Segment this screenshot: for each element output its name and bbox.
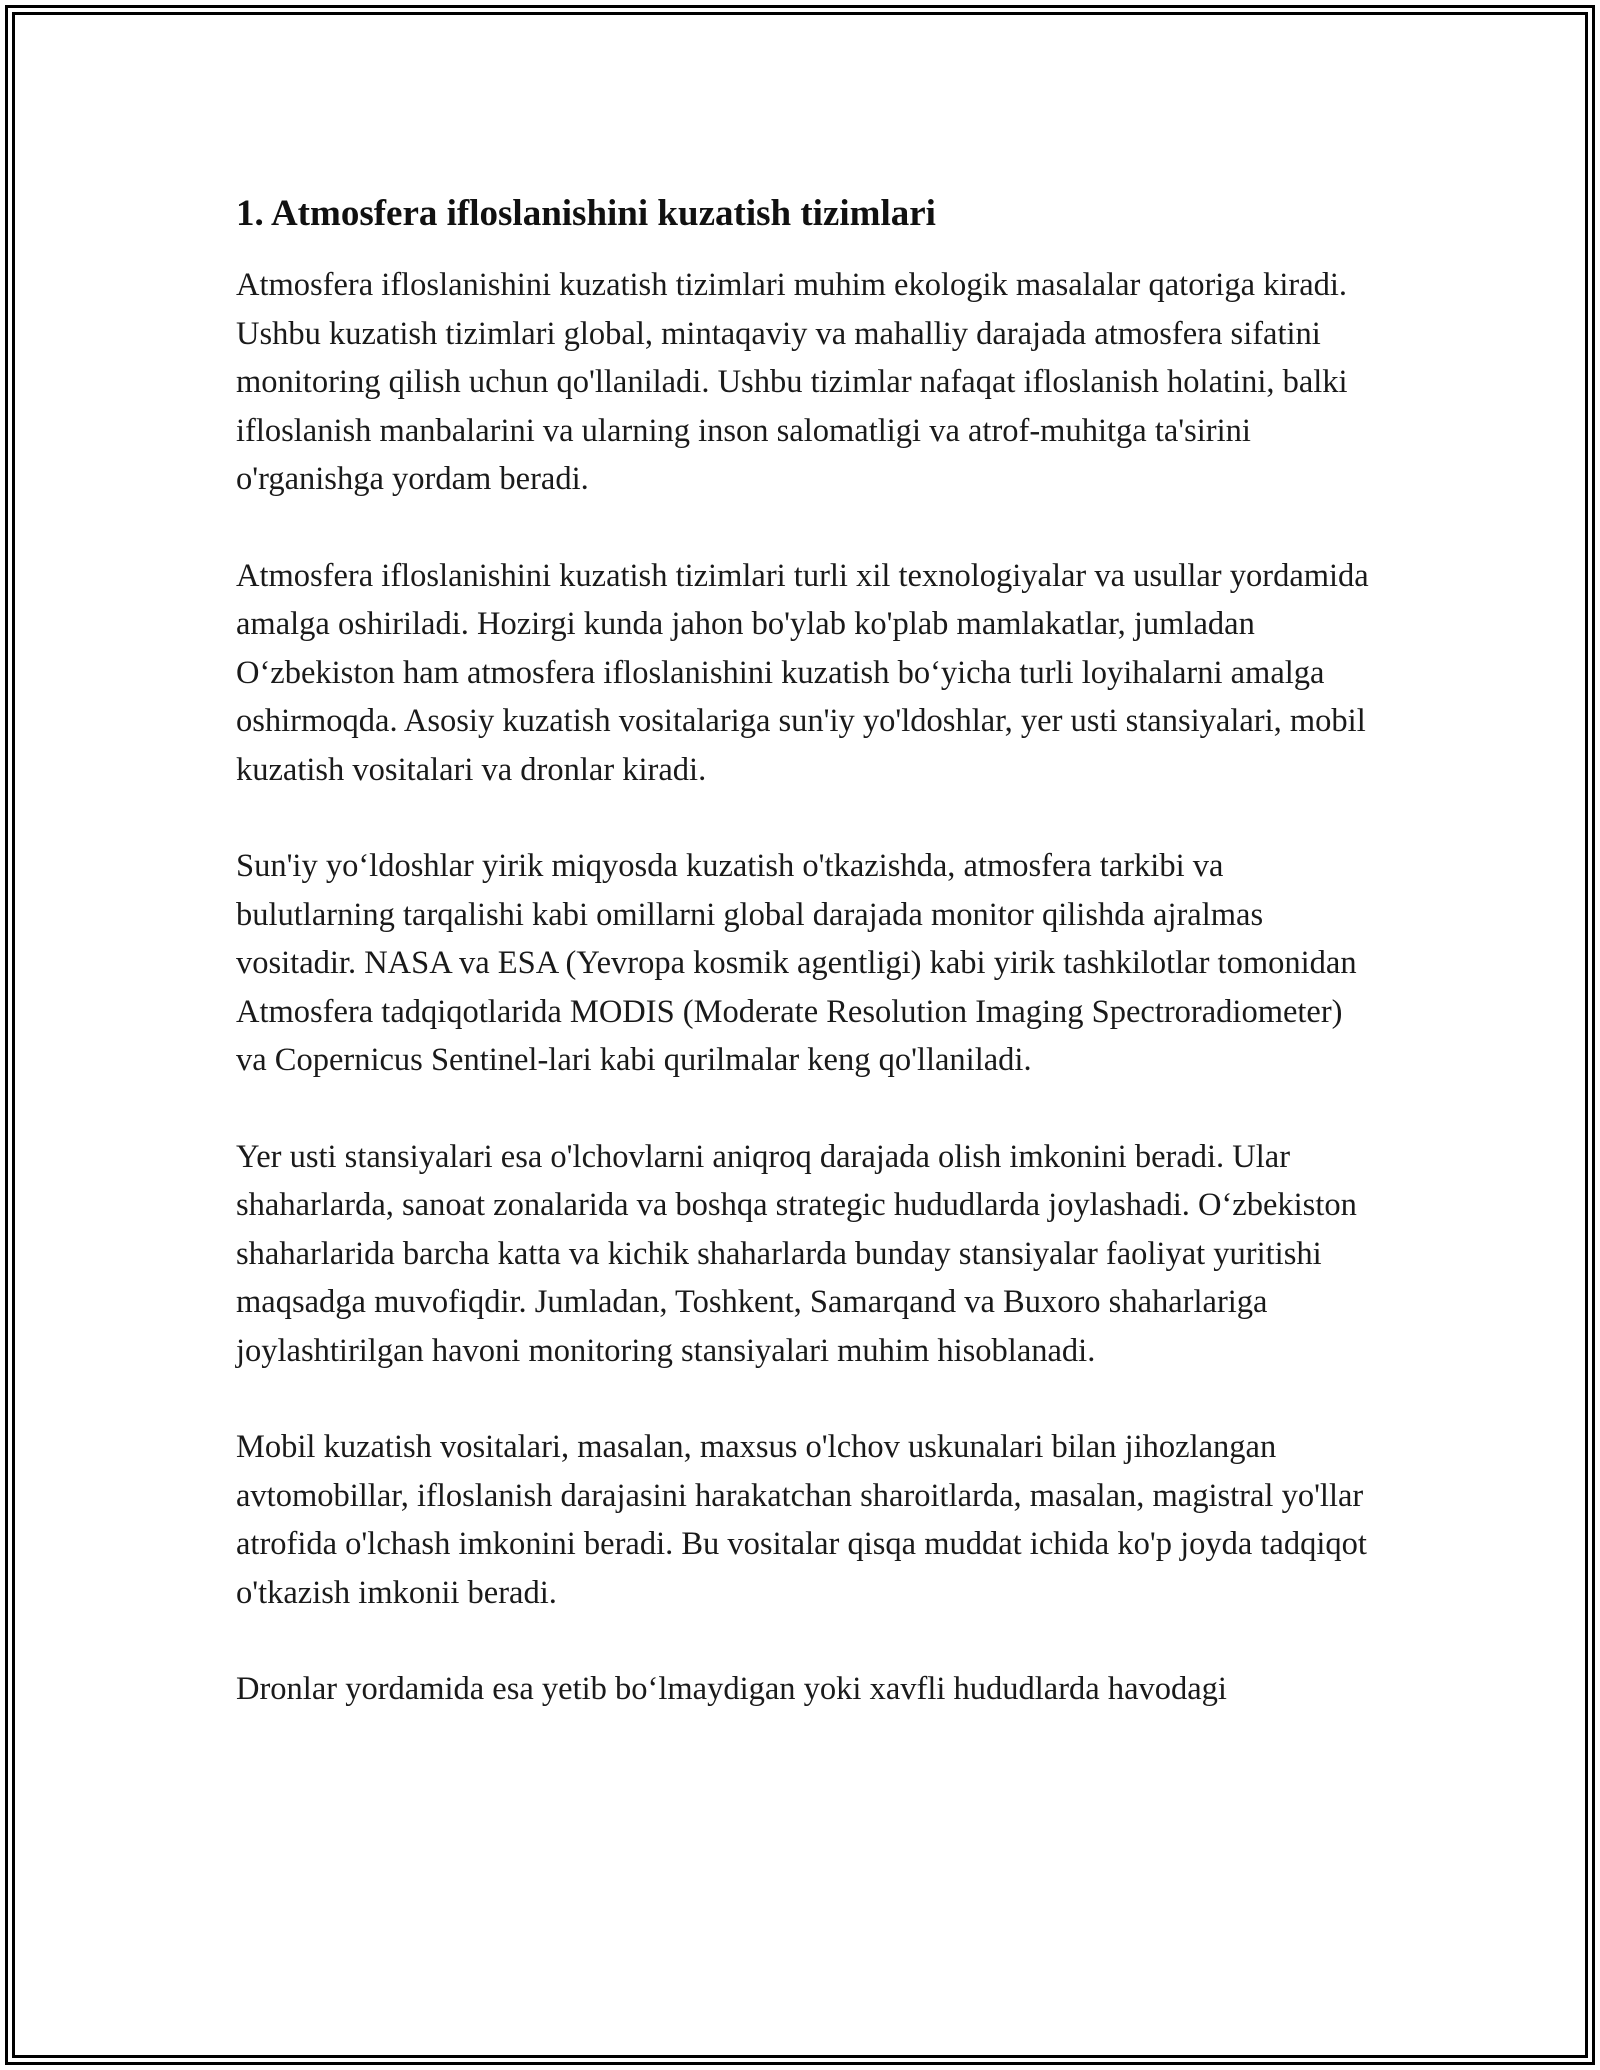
paragraph-6: Dronlar yordamida esa yetib bo‘lmaydigan yoki xavfli hududlarda havodagi — [236, 1671, 1227, 1707]
document-body — [236, 190, 1376, 1714]
paragraph-4: Yer usti stansiyalari esa o'lchovlarni aniqroq darajada olish imkonini beradi. Ular shaharlarda, sanoat zonalarida va boshqa strategic hududlarda joylashadi. O‘zbekiston shaharlarida barcha katta va kichik shaharlarda bunday stansiyalar faoliyat yuritishi maqsadga muvofiqdir. Jumladan, Toshkent, Samarqand va Buxoro shaharlariga joylashtirilgan havoni monitoring stansiyalari muhim hisoblanadi. — [236, 1138, 1357, 1369]
paragraph-3: Sun'iy yo‘ldoshlar yirik miqyosda kuzatish o'tkazishda, atmosfera tarkibi va bulutlarning tarqalishi kabi omillarni global darajada monitor qilishda ajralmas vositadir. NASA va ESA (Yevropa kosmik agentligi) kabi yirik tashkilotlar tomonidan Atmosfera tadqiqotlarida MODIS (Moderate Resolution Imaging Spectroradiometer) va Copernicus Sentinel-lari kabi qurilmalar keng qo'llaniladi. — [236, 848, 1357, 1078]
paragraph-1: Atmosfera ifloslanishini kuzatish tizimlari muhim ekologik masalalar qatoriga kiradi. Ushbu kuzatish tizimlari global, mintaqaviy va mahalliy darajada atmosfera sifatini monitoring qilish uchun qo'llaniladi. Ushbu tizimlar nafaqat ifloslanish holatini, balki ifloslanish manbalarini va ularning inson salomatligi va atrof-muhitga ta'sirini o'rganishga yordam beradi. — [236, 267, 1348, 497]
paragraph-5: Mobil kuzatish vositalari, masalan, maxsus o'lchov uskunalari bilan jihozlangan avtomobillar, ifloslanish darajasini harakatchan sharoitlarda, masalan, magistral yo'llar atrofida o'lchash imkonini beradi. Bu vositalar qisqa muddat ichida ko'p joyda tadqiqot o'tkazish imkonii beradi. — [236, 1429, 1367, 1611]
paragraph-2: Atmosfera ifloslanishini kuzatish tizimlari turli xil texnologiyalar va usullar yordamida amalga oshiriladi. Hozirgi kunda jahon bo'ylab ko'plab mamlakatlar, jumladan O‘zbekiston ham atmosfera ifloslanishini kuzatish bo‘yicha turli loyihalarni amalga oshirmoqda. Asosiy kuzatish vositalariga sun'iy yo'ldoshlar, yer usti stansiyalari, mobil kuzatish vositalari va dronlar kiradi. — [236, 557, 1369, 788]
section-heading: 1. Atmosfera ifloslanishini kuzatish tizimlari — [236, 193, 936, 234]
